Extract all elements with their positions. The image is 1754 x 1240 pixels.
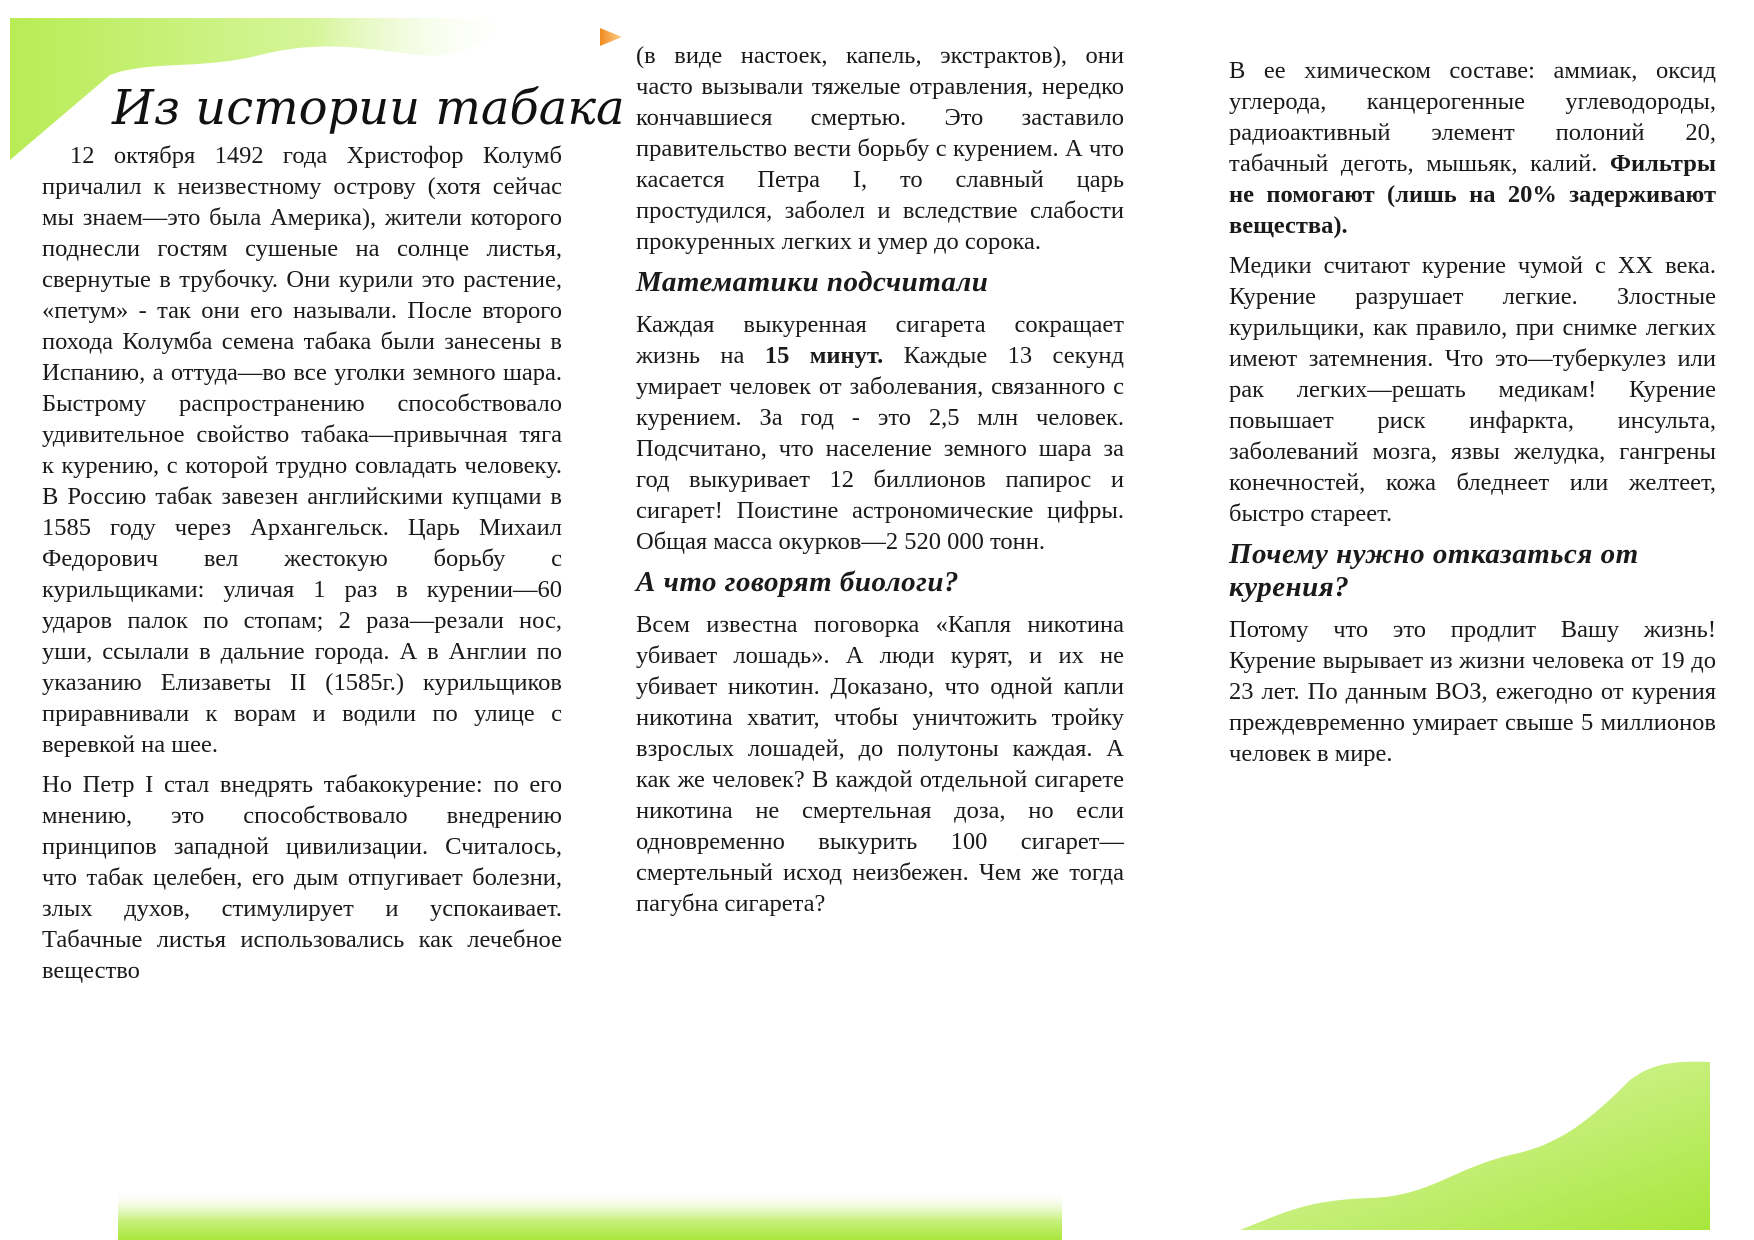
math-text-end: Каждые 13 секунд умирает человек от заболевания, связанного с курением. За год - это 2,5 млн человек. Подсчитано, что население земного шара за год выкуривает 12 биллионов папирос и сигарет! Поистине астрономические цифры. Общая масса окурков—2 520 000 тонн. xyxy=(636,342,1124,555)
column-medicine xyxy=(1229,55,1716,778)
heading-why-quit: Почему нужно отказаться от курения? xyxy=(1229,538,1639,603)
column-math-biology xyxy=(636,40,1124,928)
math-paragraph xyxy=(636,309,1124,557)
history-continuation-paragraph: (в виде настоек, капель, экстрактов), они часто вызывали тяжелые отравления, нередко кончавшиеся смертью. Это заставило правительство вести борьбу с курением. А что касается Петра I, то славный царь простудился, заболел и вследствие слабости прокуренных легких и умер до сорока. xyxy=(636,42,1124,255)
history-paragraph-2: Но Петр I стал внедрять табакокурение: по его мнению, это способствовало внедрению принципов западной цивилизации. Считалось, что табак целебен, его дым отпугивает болезни, злых духов, стимулирует и успокаивает. Табачные листья использовались как лечебное вещество xyxy=(42,771,562,984)
chemistry-paragraph xyxy=(1229,55,1716,241)
green-wave-bottom-left xyxy=(100,1190,1080,1240)
page-title: Из истории табака xyxy=(112,78,631,138)
why-quit-paragraph: Потому что это продлит Вашу жизнь! Курение вырывает из жизни человека от 19 до 23 лет. По данным ВОЗ, ежегодно от курения преждевременно умирает свыше 5 миллионов человек в мире. xyxy=(1229,616,1716,767)
green-wave-bottom-right xyxy=(1230,1060,1710,1240)
history-paragraph-1: 12 октября 1492 года Христофор Колумб причалил к неизвестному острову (хотя сейчас мы знаем—это была Америка), жители которого поднесли гостям сушеные на солнце листья, свернутые в трубочку. Они курили это растение, «петум» - так они его называли. После второго похода Колумба семена табака были занесены в Испанию, а оттуда—во все уголки земного шара. Быстрому распространению способствовало удивительное свойство табака—привычная тяга к курению, с которой трудно совладать человеку. В Россию табак завезен английскими купцами в 1585 году через Архангельск. Царь Михаил Федорович вел жестокую борьбу с курильщиками: уличая 1 раз в курении—60 ударов палок по стопам; 2 раза—резали нос, уши, ссылали в дальние города. А в Англии по указанию Елизаветы II (1585г.) курильщиков приравнивали к ворам и водили по улице с веревкой на шее. xyxy=(42,142,562,758)
math-text-start: Каждая выкуренная сигарета сокращает жизнь на xyxy=(636,311,1124,369)
orange-triangle-icon xyxy=(598,26,624,48)
chemistry-text: В ее химическом составе: аммиак, оксид углерода, канцерогенные углеводороды, радиоактивный элемент полоний 20, табачный деготь, мышьяк, калий. xyxy=(1229,57,1716,177)
filters-bold-text: Фильтры не помогают (лишь на 20% задерживают вещества). xyxy=(1229,150,1716,239)
heading-biologists: А что говорят биологи? xyxy=(636,566,959,598)
heading-mathematicians: Математики подсчитали xyxy=(636,266,989,298)
math-bold-15-minutes: 15 минут. xyxy=(764,342,884,369)
biology-paragraph: Всем известна поговорка «Капля никотина убивает лошадь». А люди курят, и их не убивает никотин. Доказано, что одной капли никотина хватит, чтобы уничтожить тройку взрослых лошадей, до полутоны каждая. А как же человек? В каждой отдельной сигарете никотина не смертельная доза, но если одновременно выкурить 100 сигарет—смертельный исход неизбежен. Чем же тогда пагубна сигарета? xyxy=(636,611,1124,917)
column-history xyxy=(42,140,562,995)
medicine-paragraph: Медики считают курение чумой с XX века. Курение разрушает легкие. Злостные курильщики, как правило, при снимке легких имеют затемнения. Что это—туберкулез или рак легких—решать медикам! Курение повышает риск инфаркта, инсульта, заболеваний мозга, язвы желудка, гангрены конечностей, кожа бледнеет или желтеет, быстро стареет. xyxy=(1229,252,1716,527)
